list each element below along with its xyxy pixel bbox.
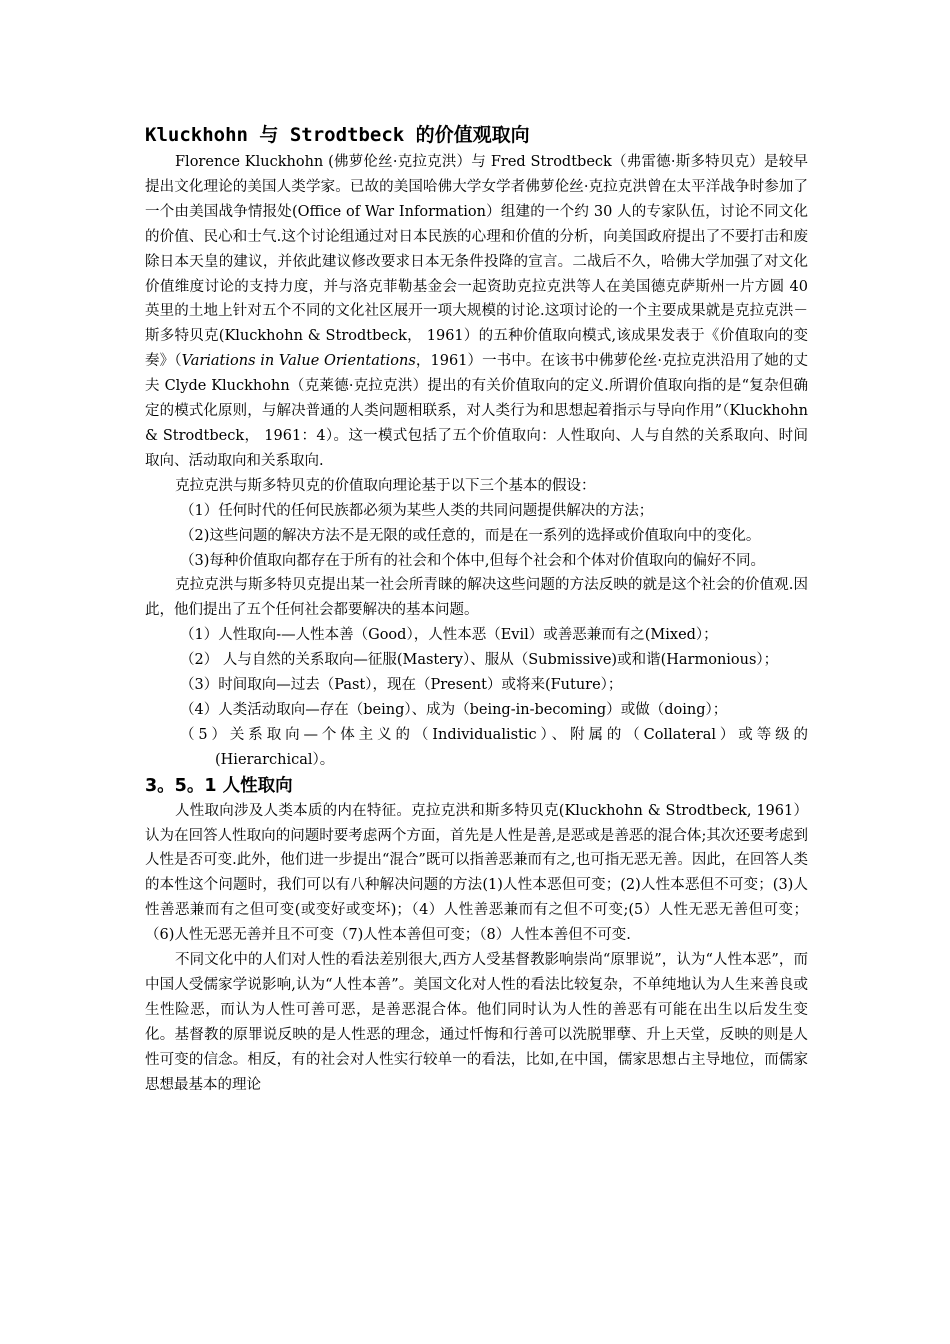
- problem-item-2: （2） 人与自然的关系取向—征服(Mastery）、服从（Submissive)或和谐(Harmonious）；: [180, 652, 779, 669]
- problem-item-3: （3）时间取向—过去（Past），现在（Present）或将来(Future）；: [180, 677, 623, 694]
- intro-text-rest: ，1961）一书中。在该书中佛萝伦丝·克拉克洪沿用了她的丈夫 Clyde Kluckhohn（克莱德·克拉克洪）提出的有关价值取向的定义.所谓价值取向指的是“复杂但确定的模式化原则，与解决普通的人类问题相联系，对人类行为和思想起着指示与导向作用”（Kluckhohn & Strodtbeck， 1961：4）。这一模式包括了五个价值取向：人性取向、人与自然的关系取向、时间取向、活动取向和关系取向.: [145, 353, 808, 469]
- human-nature-paragraph: 人性取向涉及人类本质的内在特征。克拉克洪和斯多特贝克(Kluckhohn & Strodtbeck, 1961）认为在回答人性取向的问题时要考虑两个方面，首先是人性是善,是恶或是善恶的混合体;其次还要考虑到人性是否可变.此外，他们进一步提出“混合”既可以指善恶兼而有之,也可指无恶无善。因此，在回答人类的本性这个问题时，我们可以有八种解决问题的方法(1)人性本恶但可变；(2)人性本恶但不可变；(3)人性善恶兼而有之但可变(或变好或变坏)；（4）人性善恶兼而有之但不可变;(5）人性无恶无善但可变；（6)人性无恶无善并且不可变（7)人性本善但可变；（8）人性本善但不可变.: [145, 802, 808, 944]
- problem-item-1: （1）人性取向-—人性本善（Good），人性本恶（Evil）或善恶兼而有之(Mixed）；: [180, 627, 718, 644]
- problem-item-4: （4）人类活动取向—存在（being）、成为（being-in-becoming）或做（doing）；: [180, 701, 728, 718]
- assumption-item-2: （2)这些问题的解决方法不是无限的或任意的，而是在一系列的选择或价值取向中的变化。: [180, 527, 761, 544]
- assumption-item-3: （3)每种价值取向都存在于所有的社会和个体中,但每个社会和个体对价值取向的偏好不同。: [180, 552, 765, 569]
- book-title-italic: Variations in Value Orientations: [181, 353, 416, 370]
- section-title: Kluckhohn 与 Strodtbeck 的价值观取向: [145, 124, 530, 146]
- document-page: [145, 120, 808, 1098]
- problem-item-5: （5）关系取向—个体主义的（Individualistic）、附属的（Collateral）或等级的(Hierarchical）。: [180, 726, 808, 768]
- assumption-item-1: （1）任何时代的任何民族都必须为某些人类的共同问题提供解决的方法；: [180, 502, 654, 519]
- culture-comparison-paragraph: 不同文化中的人们对人性的看法差别很大,西方人受基督教影响崇尚“原罪说”，认为“人性本恶”，而中国人受儒家学说影响,认为“人性本善”。美国文化对人性的看法比较复杂，不单纯地认为人生来善良或生性险恶，而认为人性可善可恶，是善恶混合体。他们同时认为人性的善恶有可能在出生以后发生变化。基督教的原罪说反映的是人性恶的理念，通过忏悔和行善可以洗脱罪孽、升上天堂，反映的则是人性可变的信念。相反，有的社会对人性实行较单一的看法，比如,在中国，儒家思想占主导地位，而儒家思想最基本的理论: [145, 952, 808, 1093]
- intro-paragraph: [145, 150, 808, 474]
- problems-intro: 克拉克洪与斯多特贝克提出某一社会所青睐的解决这些问题的方法反映的就是这个社会的价值观.因此，他们提出了五个任何社会都要解决的基本问题。: [145, 577, 808, 619]
- assumptions-intro: 克拉克洪与斯多特贝克的价值取向理论基于以下三个基本的假设：: [175, 477, 596, 494]
- intro-text: Florence Kluckhohn (佛萝伦丝·克拉克洪）与 Fred Strodtbeck（弗雷德·斯多特贝克）是较早提出文化理论的美国人类学家。已故的美国哈佛大学女学者佛萝伦丝·克拉克洪曾在太平洋战争时参加了一个由美国战争情报处(Office of War Information）组建的一个约 30 人的专家队伍，讨论不同文化的价值、民心和士气.这个讨论组通过对日本民族的心理和价值的分析，向美国政府提出了不要打击和废除日本天皇的建议，并依此建议修改要求日本无条件投降的宣言。二战后不久，哈佛大学加强了对文化价值维度讨论的支持力度，并与洛克菲勒基金会一起资助克拉克洪等人在美国德克萨斯州一片方圆 40 英里的土地上针对五个不同的文化社区展开一项大规模的讨论.这项讨论的一个主要成果就是克拉克洪－斯多特贝克(Kluckhohn & Strodtbeck， 1961）的五种价值取向模式,该成果发表于《价值取向的变奏》（: [145, 154, 808, 370]
- subsection-title: 3。5。1 人性取向: [145, 775, 293, 796]
